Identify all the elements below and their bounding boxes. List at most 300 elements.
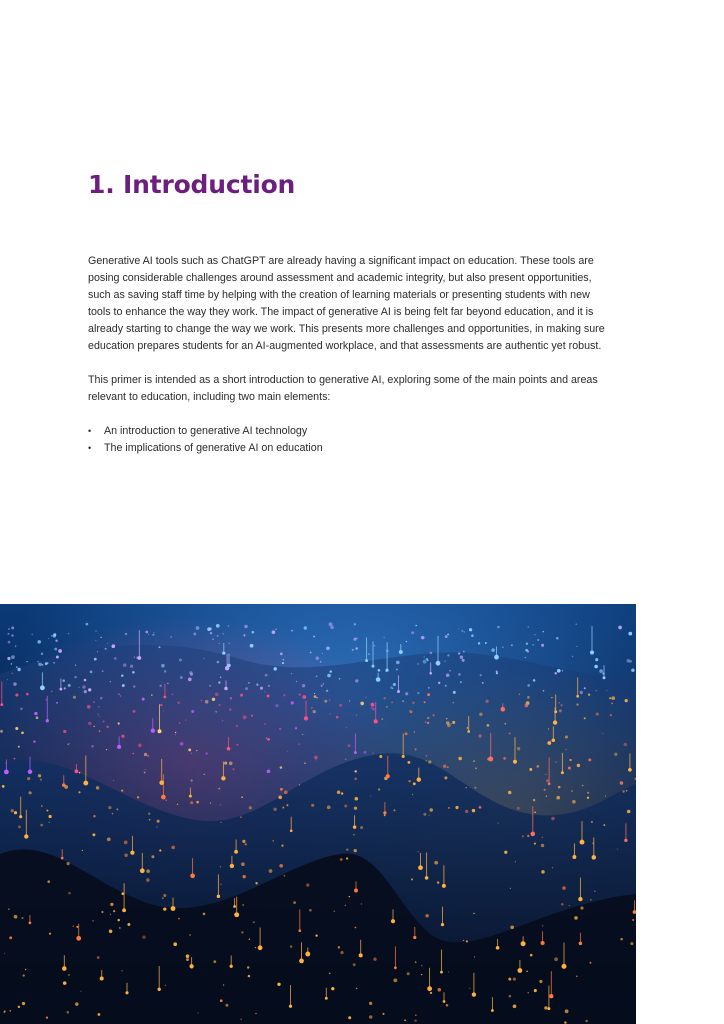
spike-glow-point bbox=[391, 919, 395, 923]
spike-glow-point bbox=[137, 656, 141, 660]
particle-dot bbox=[132, 671, 135, 674]
particle-dot bbox=[509, 995, 512, 998]
spike-glow-point bbox=[417, 777, 421, 781]
particle-dot bbox=[196, 801, 199, 804]
particle-dot bbox=[588, 758, 591, 761]
particle-dot bbox=[175, 732, 176, 733]
particle-dot bbox=[122, 684, 125, 687]
particle-dot bbox=[213, 960, 216, 963]
particle-dot bbox=[479, 713, 482, 716]
spike-glow-point bbox=[298, 929, 301, 932]
particle-dot bbox=[241, 796, 243, 798]
particle-dot bbox=[40, 778, 42, 780]
spike-glow-point bbox=[28, 770, 33, 775]
particle-dot bbox=[18, 1006, 20, 1008]
particle-dot bbox=[424, 656, 425, 657]
particle-dot bbox=[218, 788, 220, 790]
particle-dot bbox=[25, 969, 26, 970]
particle-dot bbox=[152, 634, 154, 636]
particle-dot bbox=[146, 878, 150, 882]
particle-dot bbox=[82, 850, 83, 851]
particle-dot bbox=[224, 762, 227, 765]
particle-dot bbox=[26, 693, 29, 696]
particle-dot bbox=[108, 806, 111, 809]
particle-dot bbox=[458, 757, 462, 761]
particle-dot bbox=[217, 635, 219, 637]
spike-glow-point bbox=[161, 795, 166, 800]
spike-glow-point bbox=[171, 906, 176, 911]
particle-dot bbox=[631, 660, 632, 661]
spike-glow-point bbox=[325, 997, 328, 1000]
particle-dot bbox=[628, 632, 632, 636]
particle-dot bbox=[53, 635, 56, 638]
particle-dot bbox=[528, 626, 529, 627]
particle-dot bbox=[632, 919, 634, 921]
particle-dot bbox=[339, 704, 342, 707]
particle-dot bbox=[472, 809, 475, 812]
particle-dot bbox=[327, 805, 331, 809]
spike-glow-point bbox=[29, 922, 32, 925]
particle-dot bbox=[293, 901, 296, 904]
spike-glow-point bbox=[579, 942, 583, 946]
particle-dot bbox=[304, 762, 306, 764]
particle-dot bbox=[191, 710, 194, 713]
spike-glow-point bbox=[117, 745, 121, 749]
particle-dot bbox=[161, 664, 165, 668]
particle-dot bbox=[627, 810, 631, 814]
particle-dot bbox=[255, 882, 257, 884]
spike-glow-point bbox=[234, 912, 239, 917]
particle-dot bbox=[196, 750, 197, 751]
particle-dot bbox=[447, 654, 449, 656]
particle-dot bbox=[326, 690, 328, 692]
particle-dot bbox=[446, 674, 449, 677]
particle-dot bbox=[314, 695, 317, 698]
particle-dot bbox=[547, 741, 551, 745]
particle-dot bbox=[360, 702, 364, 706]
particle-dot bbox=[38, 662, 42, 666]
spike-glow-point bbox=[394, 966, 397, 969]
particle-dot bbox=[0, 730, 3, 733]
particle-dot bbox=[428, 687, 430, 689]
spike-glow-point bbox=[386, 774, 390, 778]
particle-dot bbox=[423, 813, 426, 816]
spike-glow-point bbox=[397, 690, 400, 693]
particle-dot bbox=[405, 732, 408, 735]
particle-dot bbox=[527, 835, 529, 837]
particle-dot bbox=[591, 821, 593, 823]
particle-dot bbox=[580, 691, 583, 694]
spike-glow-point bbox=[189, 964, 193, 968]
spike-glow-point bbox=[159, 780, 164, 785]
particle-dot bbox=[119, 927, 121, 929]
particle-dot bbox=[41, 653, 43, 655]
particle-dot bbox=[427, 722, 429, 724]
particle-dot bbox=[437, 881, 439, 883]
particle-dot bbox=[576, 703, 578, 705]
particle-dot bbox=[101, 911, 103, 913]
spike-glow-point bbox=[572, 855, 576, 859]
spike-glow-point bbox=[234, 850, 238, 854]
particle-dot bbox=[626, 790, 628, 792]
particle-dot bbox=[100, 637, 102, 639]
spike-glow-point bbox=[443, 1000, 446, 1003]
particle-dot bbox=[11, 634, 13, 636]
particle-dot bbox=[87, 705, 91, 709]
particle-dot bbox=[151, 694, 152, 695]
particle-dot bbox=[22, 1002, 25, 1005]
particle-dot bbox=[78, 791, 80, 793]
particle-dot bbox=[16, 666, 18, 668]
particle-dot bbox=[281, 845, 283, 847]
particle-dot bbox=[242, 840, 245, 843]
particle-dot bbox=[51, 635, 53, 637]
particle-dot bbox=[421, 965, 422, 966]
spike-glow-point bbox=[233, 905, 236, 908]
particle-dot bbox=[487, 724, 490, 727]
particle-dot bbox=[316, 656, 320, 660]
particle-dot bbox=[311, 804, 314, 807]
spike-glow-point bbox=[164, 696, 167, 699]
particle-dot bbox=[240, 694, 243, 697]
particle-dot bbox=[73, 696, 76, 699]
particle-dot bbox=[402, 700, 404, 702]
particle-dot bbox=[571, 790, 573, 792]
spike-glow-point bbox=[429, 672, 432, 675]
spike-glow-point bbox=[399, 650, 403, 654]
particle-dot bbox=[144, 769, 145, 770]
particle-dot bbox=[620, 781, 624, 785]
abstract-data-landscape-image bbox=[0, 604, 636, 1024]
particle-dot bbox=[467, 727, 469, 729]
particle-dot bbox=[185, 719, 186, 720]
particle-dot bbox=[394, 809, 396, 811]
particle-dot bbox=[355, 679, 358, 682]
particle-dot bbox=[496, 671, 498, 673]
particle-dot bbox=[429, 815, 430, 816]
particle-dot bbox=[537, 639, 539, 641]
particle-dot bbox=[138, 744, 142, 748]
particle-dot bbox=[595, 658, 598, 661]
particle-dot bbox=[167, 683, 168, 684]
particle-dot bbox=[170, 636, 172, 638]
particle-dot bbox=[121, 790, 123, 792]
particle-dot bbox=[391, 701, 393, 703]
particle-dot bbox=[611, 703, 613, 705]
particle-dot bbox=[576, 624, 577, 625]
particle-dot bbox=[313, 636, 315, 638]
particle-dot bbox=[453, 691, 456, 694]
particle-dot bbox=[542, 925, 543, 926]
spike-glow-point bbox=[413, 936, 416, 939]
particle-dot bbox=[314, 756, 318, 760]
particle-dot bbox=[75, 1002, 78, 1005]
particle-dot bbox=[329, 972, 331, 974]
particle-dot bbox=[606, 690, 607, 691]
bullet-text: The implications of generative AI on education bbox=[104, 442, 323, 454]
particle-dot bbox=[491, 648, 495, 652]
particle-dot bbox=[160, 685, 162, 687]
particle-dot bbox=[120, 695, 121, 696]
bullet-icon: • bbox=[88, 443, 92, 453]
particle-dot bbox=[548, 728, 549, 729]
particle-dot bbox=[519, 694, 521, 696]
particle-dot bbox=[55, 640, 57, 642]
spike-glow-point bbox=[354, 889, 358, 893]
particle-dot bbox=[554, 957, 558, 961]
particle-dot bbox=[542, 837, 543, 838]
particle-dot bbox=[180, 742, 184, 746]
particle-dot bbox=[280, 653, 283, 656]
particle-dot bbox=[587, 797, 589, 799]
particle-dot bbox=[605, 795, 606, 796]
particle-dot bbox=[278, 795, 282, 799]
particle-dot bbox=[368, 653, 370, 655]
particle-dot bbox=[97, 713, 99, 715]
particle-dot bbox=[427, 717, 429, 719]
particle-dot bbox=[550, 740, 551, 741]
particle-dot bbox=[546, 779, 549, 782]
spike-glow-point bbox=[576, 695, 579, 698]
particle-dot bbox=[541, 644, 544, 647]
particle-dot bbox=[513, 1004, 517, 1008]
spike-glow-point bbox=[227, 747, 231, 751]
particle-dot bbox=[236, 744, 238, 746]
particle-dot bbox=[220, 677, 222, 679]
particle-dot bbox=[562, 670, 563, 671]
spike-glow-point bbox=[290, 829, 293, 832]
particle-dot bbox=[228, 625, 230, 627]
spike-glow-point bbox=[122, 908, 126, 912]
particle-dot bbox=[378, 669, 381, 672]
particle-dot bbox=[590, 899, 591, 900]
particle-dot bbox=[217, 661, 220, 664]
particle-dot bbox=[434, 861, 438, 865]
particle-dot bbox=[118, 722, 120, 724]
particle-dot bbox=[371, 703, 375, 707]
particle-dot bbox=[14, 758, 16, 760]
particle-dot bbox=[554, 672, 556, 674]
particle-dot bbox=[569, 905, 570, 906]
particle-dot bbox=[215, 711, 217, 713]
particle-dot bbox=[584, 717, 586, 719]
particle-dot bbox=[333, 910, 335, 912]
particle-dot bbox=[291, 673, 292, 674]
particle-dot bbox=[148, 634, 149, 635]
particle-dot bbox=[225, 1004, 228, 1007]
particle-dot bbox=[528, 992, 529, 993]
particle-dot bbox=[513, 978, 516, 981]
spike-glow-point bbox=[488, 757, 493, 762]
spike-glow-point bbox=[521, 941, 526, 946]
particle-dot bbox=[411, 878, 413, 880]
particle-dot bbox=[462, 659, 465, 662]
particle-dot bbox=[149, 819, 151, 821]
particle-dot bbox=[97, 956, 100, 959]
particle-dot bbox=[381, 718, 382, 719]
particle-dot bbox=[406, 641, 407, 642]
particle-dot bbox=[166, 799, 168, 801]
particle-dot bbox=[106, 749, 107, 750]
particle-dot bbox=[204, 658, 205, 659]
particle-dot bbox=[109, 930, 113, 934]
particle-dot bbox=[469, 988, 470, 989]
particle-dot bbox=[205, 702, 206, 703]
particle-dot bbox=[458, 652, 460, 654]
particle-dot bbox=[382, 1013, 384, 1015]
spike-glow-point bbox=[500, 707, 505, 712]
particle-dot bbox=[450, 723, 452, 725]
particle-dot bbox=[215, 692, 219, 696]
particle-dot bbox=[429, 808, 432, 811]
particle-dot bbox=[256, 684, 258, 686]
particle-dot bbox=[203, 913, 206, 916]
particle-dot bbox=[471, 634, 474, 637]
particle-dot bbox=[14, 915, 18, 919]
particle-dot bbox=[31, 634, 32, 635]
particle-dot bbox=[423, 660, 427, 664]
particle-dot bbox=[228, 643, 229, 644]
spike-glow-point bbox=[440, 971, 443, 974]
particle-dot bbox=[585, 1020, 588, 1023]
particle-dot bbox=[76, 926, 78, 928]
spike-glow-point bbox=[376, 677, 381, 682]
spike-glow-point bbox=[624, 839, 627, 842]
particle-dot bbox=[530, 954, 533, 957]
particle-dot bbox=[445, 661, 446, 662]
particle-dot bbox=[348, 744, 351, 747]
particle-dot bbox=[282, 662, 284, 664]
particle-dot bbox=[525, 649, 528, 652]
particle-dot bbox=[614, 753, 617, 756]
particle-dot bbox=[38, 774, 41, 777]
particle-dot bbox=[266, 738, 267, 739]
particle-dot bbox=[348, 1016, 351, 1019]
particle-dot bbox=[283, 694, 285, 696]
particle-dot bbox=[309, 909, 312, 912]
particle-dot bbox=[365, 697, 367, 699]
spike-glow-point bbox=[61, 857, 64, 860]
particle-dot bbox=[396, 668, 398, 670]
spike-glow-point bbox=[441, 923, 444, 926]
particle-dot bbox=[219, 643, 220, 644]
spike-glow-point bbox=[436, 661, 441, 666]
particle-dot bbox=[125, 633, 127, 635]
particle-dot bbox=[533, 799, 535, 801]
particle-dot bbox=[353, 963, 356, 966]
particle-dot bbox=[68, 974, 69, 975]
particle-dot bbox=[245, 687, 248, 690]
particle-dot bbox=[411, 631, 414, 634]
spike-glow-point bbox=[354, 751, 357, 754]
particle-dot bbox=[444, 776, 447, 779]
particle-dot bbox=[370, 796, 371, 797]
spike-glow-point bbox=[222, 651, 225, 654]
spike-glow-point bbox=[547, 1007, 550, 1010]
particle-dot bbox=[133, 685, 135, 687]
particle-dot bbox=[590, 962, 592, 964]
particle-dot bbox=[2, 785, 5, 788]
particle-dot bbox=[313, 710, 316, 713]
particle-dot bbox=[68, 684, 71, 687]
particle-dot bbox=[603, 824, 605, 826]
particle-dot bbox=[302, 684, 305, 687]
particle-dot bbox=[280, 788, 283, 791]
particle-dot bbox=[151, 855, 154, 858]
particle-dot bbox=[421, 636, 425, 640]
particle-dot bbox=[384, 814, 386, 816]
particle-dot bbox=[186, 958, 189, 961]
particle-dot bbox=[460, 656, 463, 659]
particle-dot bbox=[33, 740, 35, 742]
particle-dot bbox=[105, 648, 107, 650]
particle-dot bbox=[497, 626, 500, 629]
particle-dot bbox=[446, 721, 450, 725]
particle-dot bbox=[346, 848, 348, 850]
particle-dot bbox=[299, 693, 301, 695]
particle-dot bbox=[127, 923, 130, 926]
particle-dot bbox=[69, 743, 70, 744]
particle-dot bbox=[220, 804, 221, 805]
particle-dot bbox=[330, 626, 334, 630]
particle-dot bbox=[529, 768, 532, 771]
particle-dot bbox=[13, 682, 16, 685]
particle-dot bbox=[557, 669, 561, 673]
particle-dot bbox=[245, 843, 247, 845]
particle-dot bbox=[505, 723, 507, 725]
particle-dot bbox=[124, 841, 128, 845]
particle-dot bbox=[372, 707, 375, 710]
particle-dot bbox=[272, 840, 274, 842]
particle-dot bbox=[361, 903, 362, 904]
particle-dot bbox=[311, 707, 313, 709]
particle-dot bbox=[264, 691, 265, 692]
particle-dot bbox=[463, 940, 464, 941]
particle-dot bbox=[220, 822, 221, 823]
particle-dot bbox=[346, 857, 348, 859]
particle-dot bbox=[596, 690, 597, 691]
spike-glow-point bbox=[74, 769, 78, 773]
particle-dot bbox=[544, 1006, 547, 1009]
particle-dot bbox=[171, 846, 175, 850]
particle-dot bbox=[565, 1009, 569, 1013]
particle-dot bbox=[474, 787, 476, 789]
particle-dot bbox=[7, 679, 8, 680]
particle-dot bbox=[322, 653, 323, 654]
particle-dot bbox=[179, 722, 181, 724]
spike-glow-point bbox=[553, 720, 557, 724]
particle-dot bbox=[464, 631, 465, 632]
particle-dot bbox=[163, 907, 166, 910]
particle-dot bbox=[236, 725, 238, 727]
section-heading: 1. Introduction bbox=[88, 170, 296, 199]
particle-dot bbox=[189, 934, 190, 935]
particle-dot bbox=[569, 759, 571, 761]
particle-dot bbox=[415, 748, 417, 750]
particle-dot bbox=[561, 903, 564, 906]
particle-dot bbox=[17, 668, 20, 671]
particle-dot bbox=[249, 939, 250, 940]
particle-dot bbox=[14, 811, 17, 814]
particle-dot bbox=[587, 792, 589, 794]
particle-dot bbox=[460, 681, 462, 683]
particle-dot bbox=[191, 779, 193, 781]
particle-dot bbox=[452, 721, 455, 724]
particle-dot bbox=[91, 745, 93, 747]
particle-dot bbox=[517, 747, 520, 750]
particle-dot bbox=[123, 663, 127, 667]
particle-dot bbox=[99, 730, 101, 732]
